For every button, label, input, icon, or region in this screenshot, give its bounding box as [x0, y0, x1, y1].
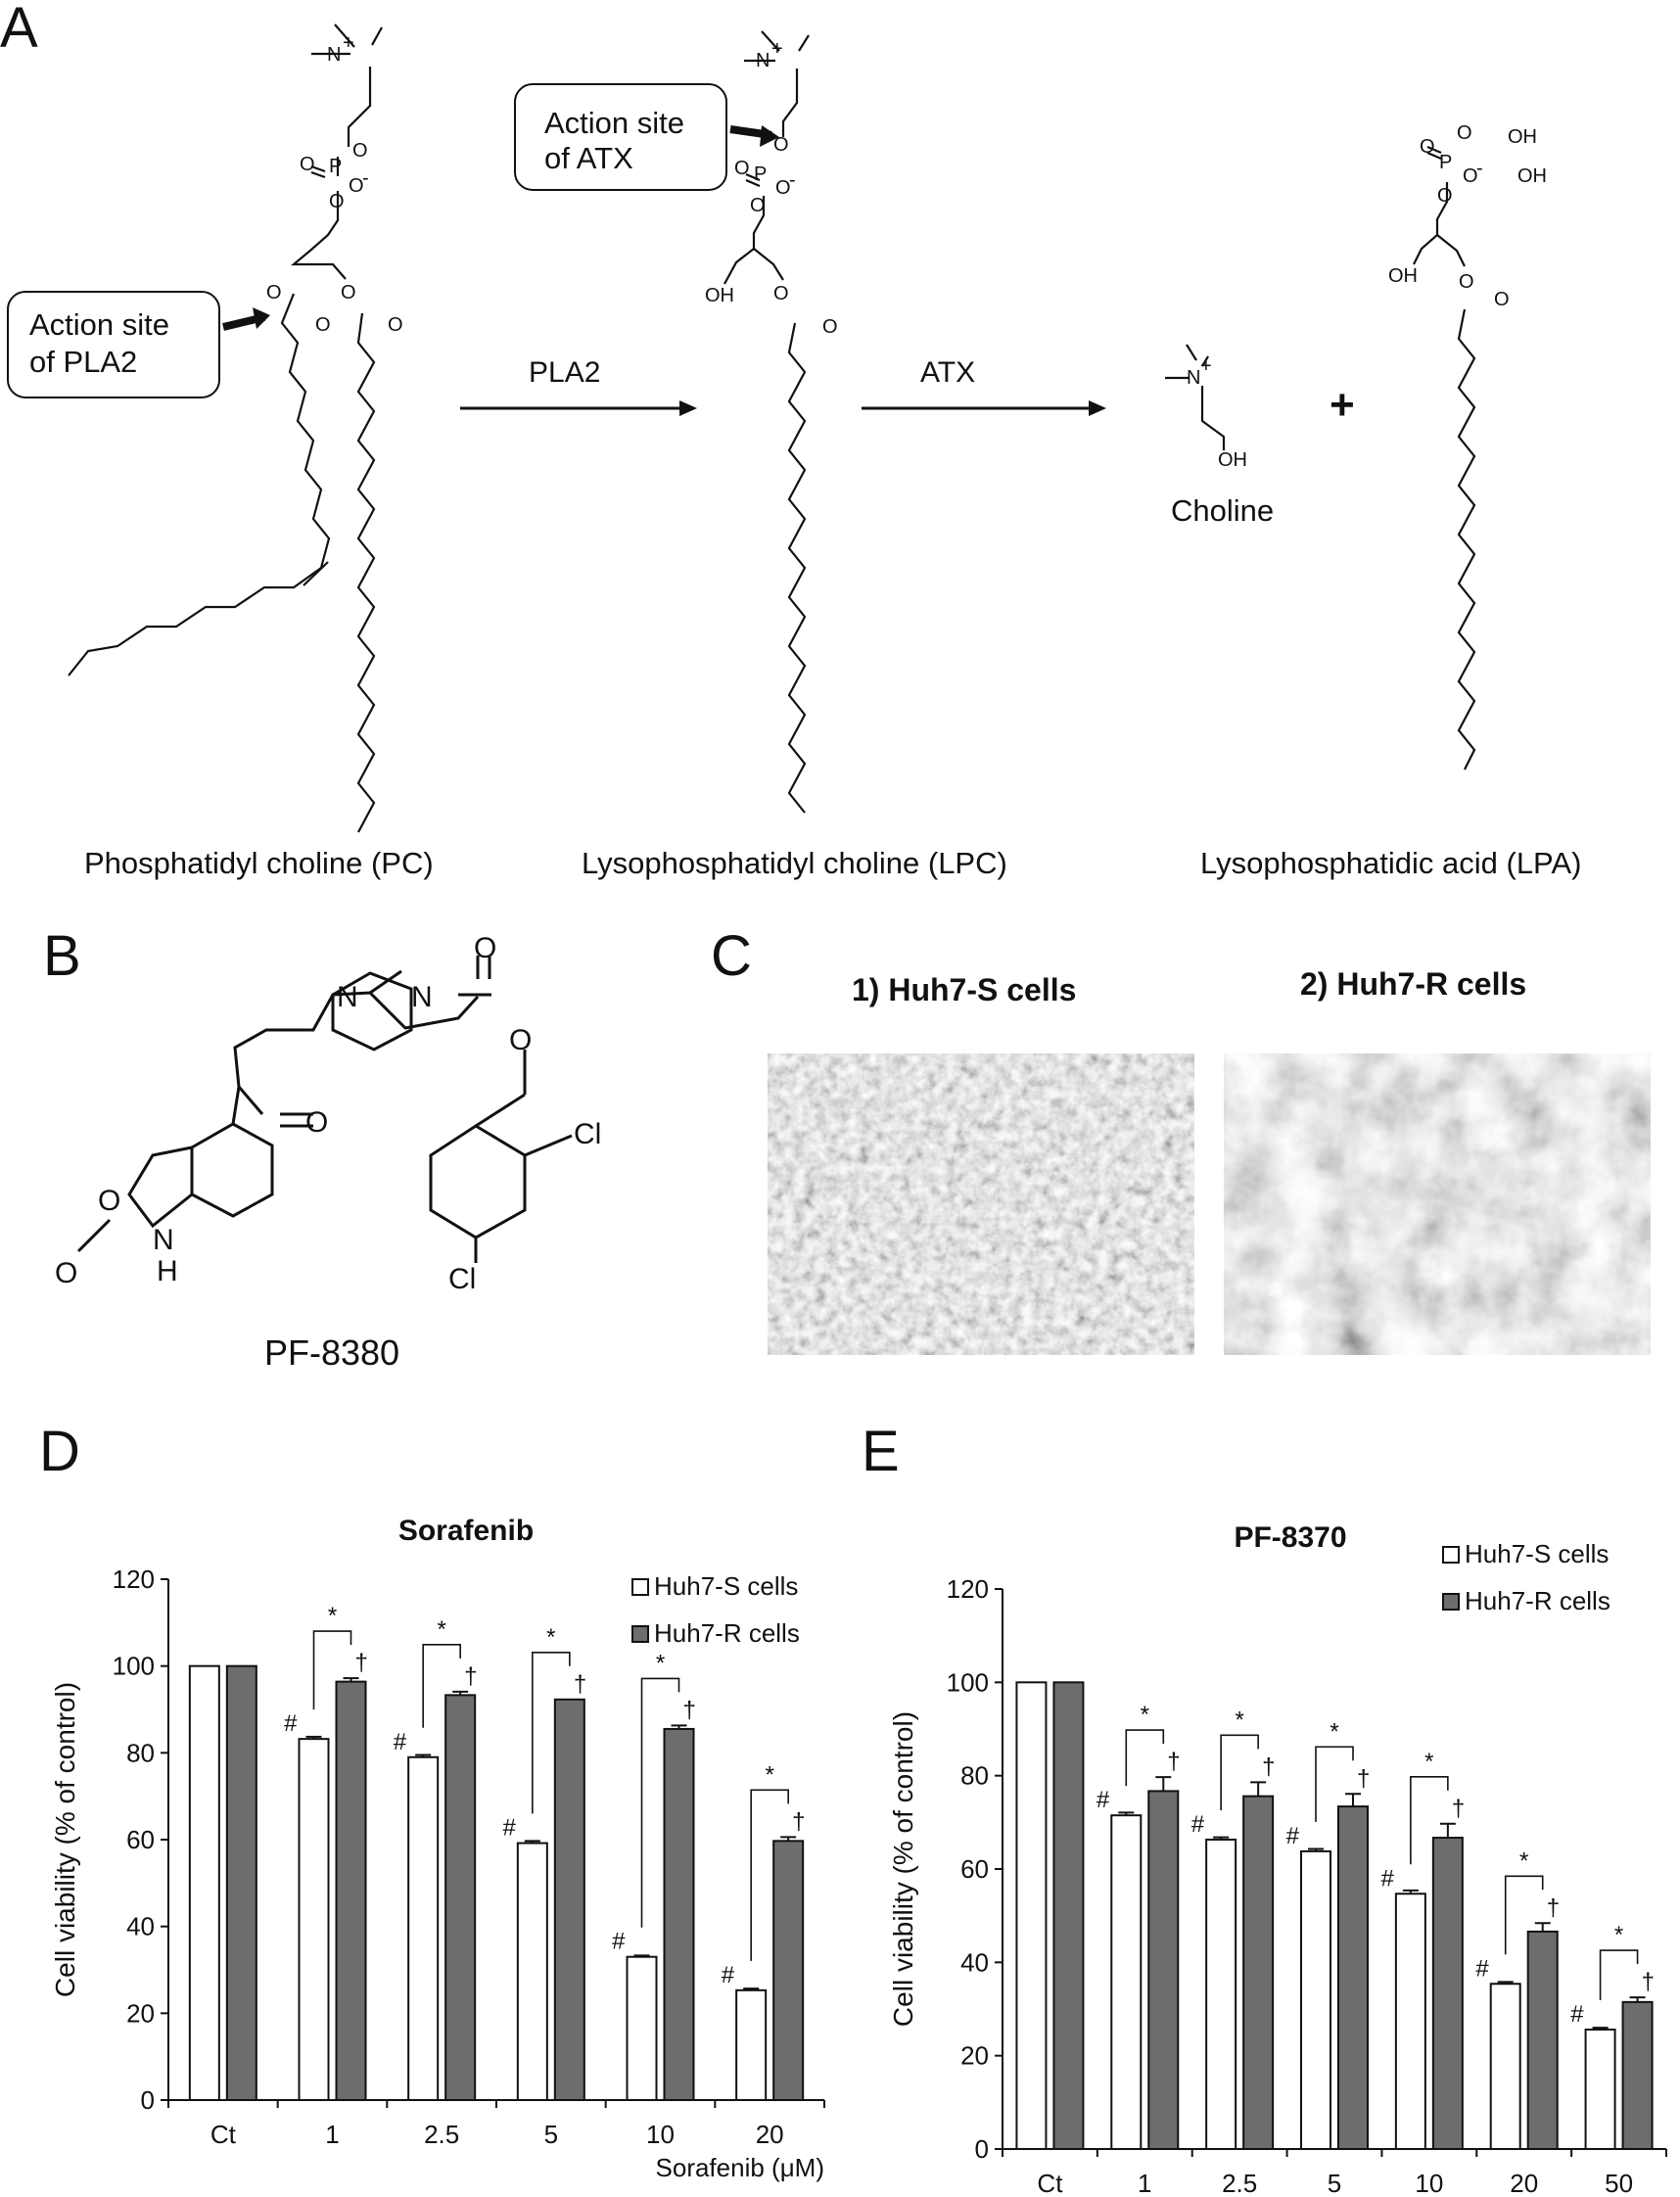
atx-arrow — [862, 356, 1106, 416]
pc-oxygen-6: O — [315, 314, 331, 336]
lpc-phosphorus: P — [754, 164, 768, 185]
bar-huh7-s — [1206, 1840, 1236, 2149]
lpa-o-charge: - — [1476, 158, 1483, 179]
significance-mark-r: † — [573, 1670, 587, 1698]
legend-swatch-huh7-r — [1443, 1594, 1459, 1610]
comparison-bracket — [1601, 1950, 1638, 2000]
lpa-hydroxyl-1: OH — [1508, 126, 1537, 148]
x-tick-label: 1 — [325, 2120, 340, 2149]
x-tick-label: 20 — [1510, 2169, 1539, 2197]
lpa-structure — [1414, 147, 1474, 770]
lpa-hydroxyl-2: OH — [1517, 165, 1547, 187]
significance-mark-s: # — [1475, 1955, 1489, 1983]
significance-mark-s: # — [1380, 1865, 1394, 1893]
significance-mark-s: # — [1096, 1787, 1110, 1814]
legend-label-huh7-r: Huh7-R cells — [654, 1618, 800, 1648]
lpa-hydroxyl-3: OH — [1388, 265, 1418, 287]
huh7-r-micrograph — [1224, 1053, 1651, 1355]
lpa-oxygen-4: O — [1437, 185, 1453, 207]
pc-oxygen-8: O — [388, 314, 403, 336]
choline-structure — [1165, 345, 1224, 450]
pf-chlorine-1: Cl — [574, 1118, 602, 1150]
bar-huh7-r — [337, 1682, 366, 2100]
panel-e-letter: E — [862, 1420, 900, 1483]
lpa-oxygen-5: O — [1459, 271, 1474, 293]
legend-swatch-huh7-r — [632, 1626, 648, 1642]
huh7-r-title: 2) Huh7-R cells — [1300, 966, 1527, 1002]
lpc-n-charge: + — [771, 38, 783, 60]
lpc-oxygen-4: O — [750, 195, 766, 216]
pc-structure — [69, 24, 382, 832]
panel-b — [43, 924, 601, 1373]
significance-mark-r: † — [1167, 1749, 1181, 1776]
significance-mark-r: † — [1546, 1894, 1561, 1922]
x-axis-title: Sorafenib (μM) — [655, 2153, 824, 2182]
bar-huh7-r — [445, 1695, 475, 2100]
bar-huh7-s — [300, 1739, 329, 2100]
significance-mark-s: # — [1285, 1822, 1299, 1849]
bar-huh7-s — [1491, 1984, 1520, 2149]
panel-c-letter: C — [711, 924, 752, 988]
lpc-nitrogen: N — [756, 50, 770, 71]
pc-sn2-chain — [358, 313, 374, 832]
pc-nitrogen: N — [327, 44, 342, 66]
legend-swatch-huh7-s — [632, 1579, 648, 1595]
lpa-phosphorus: P — [1439, 152, 1453, 173]
lpa-oxygen-6: O — [1494, 289, 1510, 310]
bar-huh7-s — [1396, 1893, 1425, 2149]
lpc-structure — [724, 31, 809, 813]
significance-mark-s: # — [284, 1710, 298, 1738]
pla2-action-site — [8, 292, 270, 397]
legend-label-huh7-s: Huh7-S cells — [654, 1571, 799, 1601]
pf-nitrogen-3: N — [153, 1224, 174, 1256]
significance-mark-s: # — [393, 1728, 407, 1755]
y-tick-label: 0 — [974, 2134, 989, 2164]
bar-huh7-s — [408, 1757, 438, 2100]
comparison-mark: * — [655, 1650, 666, 1677]
bar-huh7-s — [1586, 2030, 1615, 2149]
significance-mark-r: † — [792, 1808, 806, 1836]
lpc-atoms — [705, 38, 838, 338]
x-tick-label: 10 — [1415, 2169, 1444, 2197]
atx-site-line2: of ATX — [544, 141, 633, 175]
comparison-mark: * — [1235, 1706, 1244, 1734]
pc-oxygen-4: O — [329, 191, 345, 212]
choline-nitrogen: N — [1187, 367, 1201, 389]
bar-huh7-s — [1301, 1851, 1330, 2149]
x-tick-label: 50 — [1605, 2169, 1634, 2197]
legend-swatch-huh7-s — [1443, 1547, 1459, 1563]
y-tick-label: 100 — [946, 1667, 989, 1698]
x-tick-label: Ct — [210, 2120, 236, 2149]
pla2-arrow-label: PLA2 — [529, 356, 601, 389]
panel-d-letter: D — [39, 1420, 80, 1483]
bar-huh7-r — [1338, 1806, 1368, 2149]
comparison-mark: * — [437, 1615, 446, 1643]
lpc-oxygen-3: O — [775, 177, 791, 199]
huh7-s-micrograph — [768, 1053, 1194, 1355]
y-tick-label: 60 — [960, 1854, 989, 1884]
y-tick-label: 20 — [126, 1998, 155, 2029]
panel-a — [0, 0, 1581, 880]
lpc-chain — [789, 323, 805, 813]
pc-caption: Phosphatidyl choline (PC) — [84, 846, 434, 880]
pc-oxygen-7: O — [341, 282, 356, 304]
y-tick-label: 80 — [126, 1738, 155, 1768]
atx-site-line1: Action site — [544, 106, 685, 140]
panel-c — [711, 924, 1651, 1355]
x-tick-label: 2.5 — [424, 2120, 460, 2149]
significance-mark-r: † — [464, 1662, 478, 1690]
bar-huh7-s — [190, 1666, 219, 2100]
legend-label-huh7-r: Huh7-R cells — [1465, 1586, 1610, 1615]
huh7-s-title: 1) Huh7-S cells — [852, 972, 1077, 1007]
pf-oxygen-ester: O — [509, 1024, 533, 1056]
chart-sorafenib — [50, 1515, 824, 2182]
choline-caption: Choline — [1171, 493, 1275, 528]
chart-pf8370 — [888, 1521, 1666, 2197]
pla2-site-line2: of PLA2 — [29, 345, 138, 379]
y-tick-label: 80 — [960, 1760, 989, 1791]
x-tick-label: 20 — [755, 2120, 784, 2149]
panel-b-letter: B — [43, 924, 81, 988]
pf-oxygen-ring: O — [98, 1185, 121, 1217]
comparison-mark: * — [1519, 1847, 1529, 1875]
comparison-mark: * — [765, 1761, 774, 1789]
legend-label-huh7-s: Huh7-S cells — [1465, 1539, 1610, 1568]
atx-arrow-label: ATX — [920, 356, 976, 389]
panel-d — [39, 1420, 824, 2182]
bar-huh7-r — [1623, 2002, 1653, 2149]
chart-title: Sorafenib — [397, 1515, 535, 1547]
lpa-oxygen-3: O — [1463, 165, 1478, 187]
bar-huh7-r — [1243, 1797, 1273, 2149]
comparison-mark: * — [327, 1603, 338, 1630]
pf-chlorine-2: Cl — [448, 1263, 477, 1295]
choline-hydroxyl: OH — [1218, 449, 1247, 471]
pc-oxygen-5: O — [266, 282, 282, 304]
significance-mark-r: † — [354, 1650, 368, 1677]
significance-mark-s: # — [612, 1928, 626, 1955]
pc-oxygen-2: O — [300, 154, 315, 175]
comparison-mark: * — [546, 1623, 556, 1651]
lpc-hydroxyl: OH — [705, 285, 734, 306]
lpa-chain — [1459, 309, 1474, 770]
choline-n-charge: + — [1200, 355, 1212, 377]
pf-nitrogen-1: N — [337, 981, 358, 1013]
bar-huh7-s — [1016, 1682, 1046, 2149]
lpc-oxygen-6: O — [822, 316, 838, 338]
pc-oxygen-3: O — [349, 175, 364, 197]
lpc-oxygen-2: O — [734, 158, 750, 179]
y-tick-label: 0 — [140, 2085, 155, 2115]
pc-atoms — [266, 32, 403, 336]
significance-mark-r: † — [1262, 1753, 1276, 1781]
x-tick-label: Ct — [1037, 2169, 1063, 2197]
x-tick-label: 5 — [1327, 2169, 1342, 2197]
pf-oxygen-lactam: O — [55, 1257, 78, 1289]
x-tick-label: 10 — [646, 2120, 675, 2149]
significance-mark-r: † — [682, 1697, 696, 1724]
significance-mark-s: # — [721, 1961, 735, 1988]
panel-a-letter: A — [0, 0, 38, 60]
lpa-caption: Lysophosphatidic acid (LPA) — [1200, 846, 1582, 880]
bar-huh7-r — [773, 1841, 803, 2100]
y-tick-label: 20 — [960, 2040, 989, 2071]
comparison-mark: * — [1424, 1748, 1434, 1775]
pc-choline-chain — [349, 67, 370, 147]
bar-huh7-s — [736, 1990, 766, 2100]
lpa-oxygen-2: O — [1420, 136, 1435, 158]
y-tick-label: 100 — [112, 1651, 155, 1681]
significance-mark-s: # — [502, 1814, 516, 1842]
lpc-caption: Lysophosphatidyl choline (LPC) — [582, 846, 1007, 880]
pla2-arrow — [460, 356, 697, 416]
x-tick-label: 1 — [1138, 2169, 1152, 2197]
pf-oxygen-ketone: O — [305, 1106, 329, 1139]
bar-huh7-s — [1111, 1815, 1141, 2149]
bar-huh7-s — [628, 1957, 657, 2100]
lpc-oxygen-5: O — [773, 283, 789, 304]
pc-n-charge: + — [343, 32, 354, 54]
bar-huh7-r — [555, 1700, 584, 2100]
y-tick-label: 40 — [126, 1911, 155, 1941]
bar-huh7-r — [665, 1729, 694, 2100]
pf8380-caption: PF-8380 — [264, 1332, 400, 1373]
bar-huh7-r — [1433, 1838, 1463, 2149]
x-tick-label: 2.5 — [1222, 2169, 1258, 2197]
pf-oxygen-carbonyl: O — [474, 932, 497, 964]
y-tick-label: 60 — [126, 1825, 155, 1854]
y-tick-label: 120 — [112, 1565, 155, 1594]
lpa-oxygen-1: O — [1457, 122, 1472, 144]
comparison-mark: * — [1330, 1718, 1339, 1746]
chart-title: PF-8370 — [1234, 1521, 1347, 1554]
y-tick-label: 120 — [946, 1574, 989, 1604]
comparison-mark: * — [1140, 1702, 1149, 1729]
significance-mark-s: # — [1570, 2000, 1584, 2028]
comparison-mark: * — [1613, 1922, 1624, 1949]
y-axis-title: Cell viability (% of control) — [888, 1710, 918, 2028]
significance-mark-r: † — [1641, 1969, 1655, 1996]
pf-hydrogen: H — [157, 1255, 178, 1287]
lpc-oxygen-1: O — [773, 134, 789, 156]
lpc-o-charge: - — [789, 169, 796, 191]
bar-huh7-r — [1053, 1682, 1083, 2149]
panel-e — [862, 1420, 1666, 2197]
bar-huh7-r — [227, 1666, 257, 2100]
bar-huh7-r — [1148, 1791, 1178, 2149]
y-axis-title: Cell viability (% of control) — [50, 1681, 80, 1998]
pla2-site-line1: Action site — [29, 307, 170, 342]
bar-huh7-s — [518, 1844, 547, 2100]
pc-oxygen-1: O — [352, 140, 368, 162]
significance-mark-r: † — [1357, 1765, 1371, 1793]
pc-o-charge: - — [362, 167, 369, 189]
bar-huh7-r — [1528, 1932, 1558, 2149]
plus-sign: + — [1330, 381, 1355, 429]
significance-mark-r: † — [1451, 1795, 1466, 1822]
pf-nitrogen-2: N — [411, 981, 433, 1013]
pc-phosphorus: P — [329, 156, 343, 177]
x-tick-label: 5 — [543, 2120, 559, 2149]
significance-mark-s: # — [1190, 1810, 1205, 1838]
y-tick-label: 40 — [960, 1947, 989, 1978]
